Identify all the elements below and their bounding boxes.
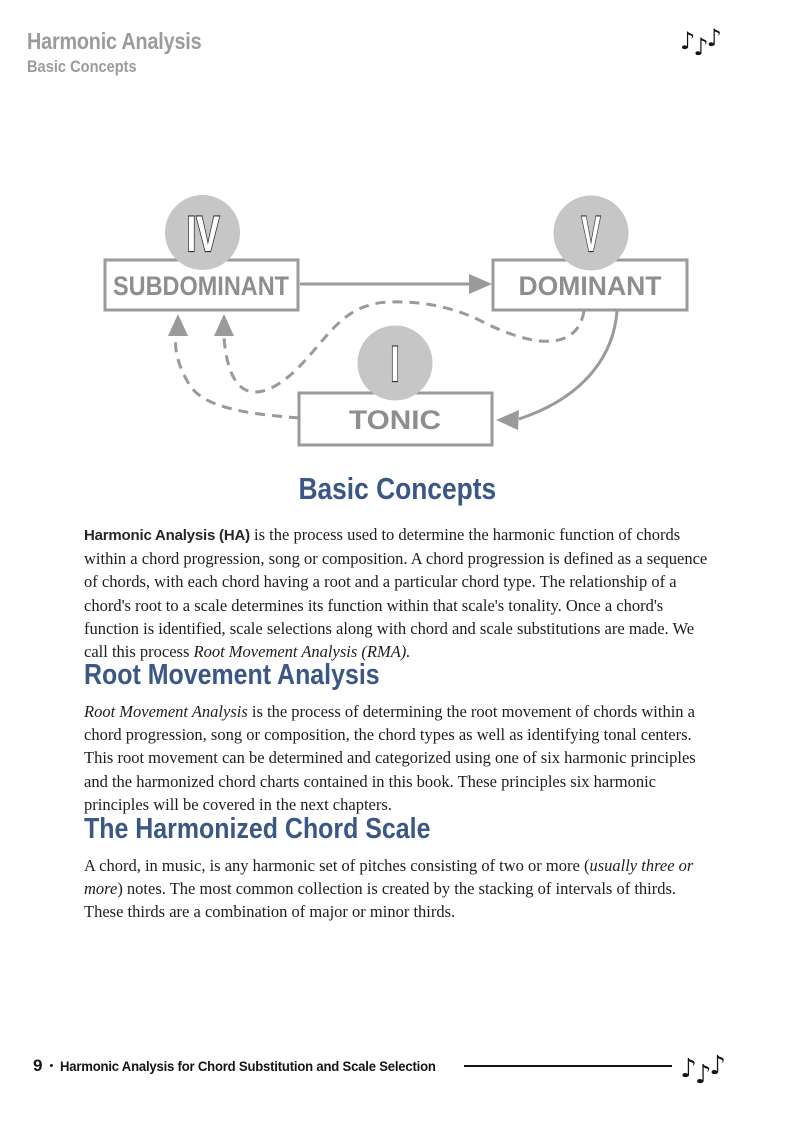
footer-divider-line (464, 1065, 673, 1067)
eighth-note-icon: ♪ (680, 27, 694, 55)
main-title (0, 471, 794, 507)
tonic-label: TONIC (349, 405, 441, 435)
music-notes-icon (680, 24, 720, 61)
chord-function-diagram (0, 180, 794, 465)
eighth-note-icon: ♪ (709, 1051, 724, 1081)
eighth-note-icon: ♪ (693, 33, 707, 61)
subdominant-label: SUBDOMINANT (113, 271, 290, 301)
eighth-note-icon: ♪ (706, 24, 720, 52)
numeral-v: V (581, 206, 601, 262)
harmonized-chord-scale-paragraph (84, 854, 712, 924)
numeral-i: I (390, 336, 400, 392)
text-run: Root Movement Analysis (RMA). (193, 642, 411, 662)
root-movement-analysis-paragraph (84, 700, 712, 816)
main-title-text: Basic Concepts (298, 471, 496, 506)
numeral-iv: IV (186, 206, 220, 262)
section-heading-root-movement-analysis (84, 659, 428, 692)
arrow-subdominant-to-dominant (300, 274, 492, 294)
text-run: ) notes. The most common collection is created by the stacking of intervals of thirds. These thirds are a combination of major or minor thirds. (84, 879, 677, 922)
header-title-text: Harmonic Analysis (27, 28, 202, 54)
eighth-note-icon: ♪ (680, 1054, 695, 1084)
text-run: is the process used to determine the harmonic function of chords within a chord progression, song or composition. A chord progression is defined as a sequence of chords, with each chord having a root and a particular chord type. The relationship of a chord's root to a scale determines its function within that scale's tonality. Once a chord's function is identified, scale selections along with chord and scale substitutions are made. We call this process (84, 525, 708, 662)
music-notes-icon (680, 1051, 724, 1090)
header-subtitle-text: Basic Concepts (27, 57, 137, 76)
section-heading-text: Root Movement Analysis (84, 659, 380, 691)
text-run: usually three or more (84, 856, 694, 899)
dominant-label: DOMINANT (518, 271, 662, 301)
arrow-dominant-to-tonic (496, 311, 617, 430)
page-header-subtitle (27, 57, 155, 77)
section-heading-harmonized-chord-scale (84, 813, 487, 846)
text-run: Harmonic Analysis (HA) (84, 527, 250, 544)
text-run: A chord, in music, is any harmonic set of pitches consisting of two or more ( (84, 856, 590, 875)
text-run: Root Movement Analysis (84, 702, 248, 721)
eighth-note-icon: ♪ (694, 1060, 710, 1090)
intro-paragraph (84, 523, 712, 663)
page-header-title (27, 28, 230, 55)
section-heading-text: The Harmonized Chord Scale (84, 813, 431, 845)
footer-book-title: Harmonic Analysis for Chord Substitution and Scale Selection (60, 1058, 437, 1074)
page-number: 9 (33, 1056, 43, 1075)
footer-bullet: • (49, 1060, 54, 1072)
page-footer (33, 1050, 724, 1090)
text-run: is the process of determining the root movement of chords within a chord progression, song or composition, the chord types as well as identifying tonal centers. This root movement can be determined and categorized using one of six harmonic principles and the harmonized chord charts contained in this book. These principles six harmonic principles will be covered in the next chapters. (84, 702, 696, 814)
dashed-arrow-tonic-to-subdominant (168, 314, 299, 418)
